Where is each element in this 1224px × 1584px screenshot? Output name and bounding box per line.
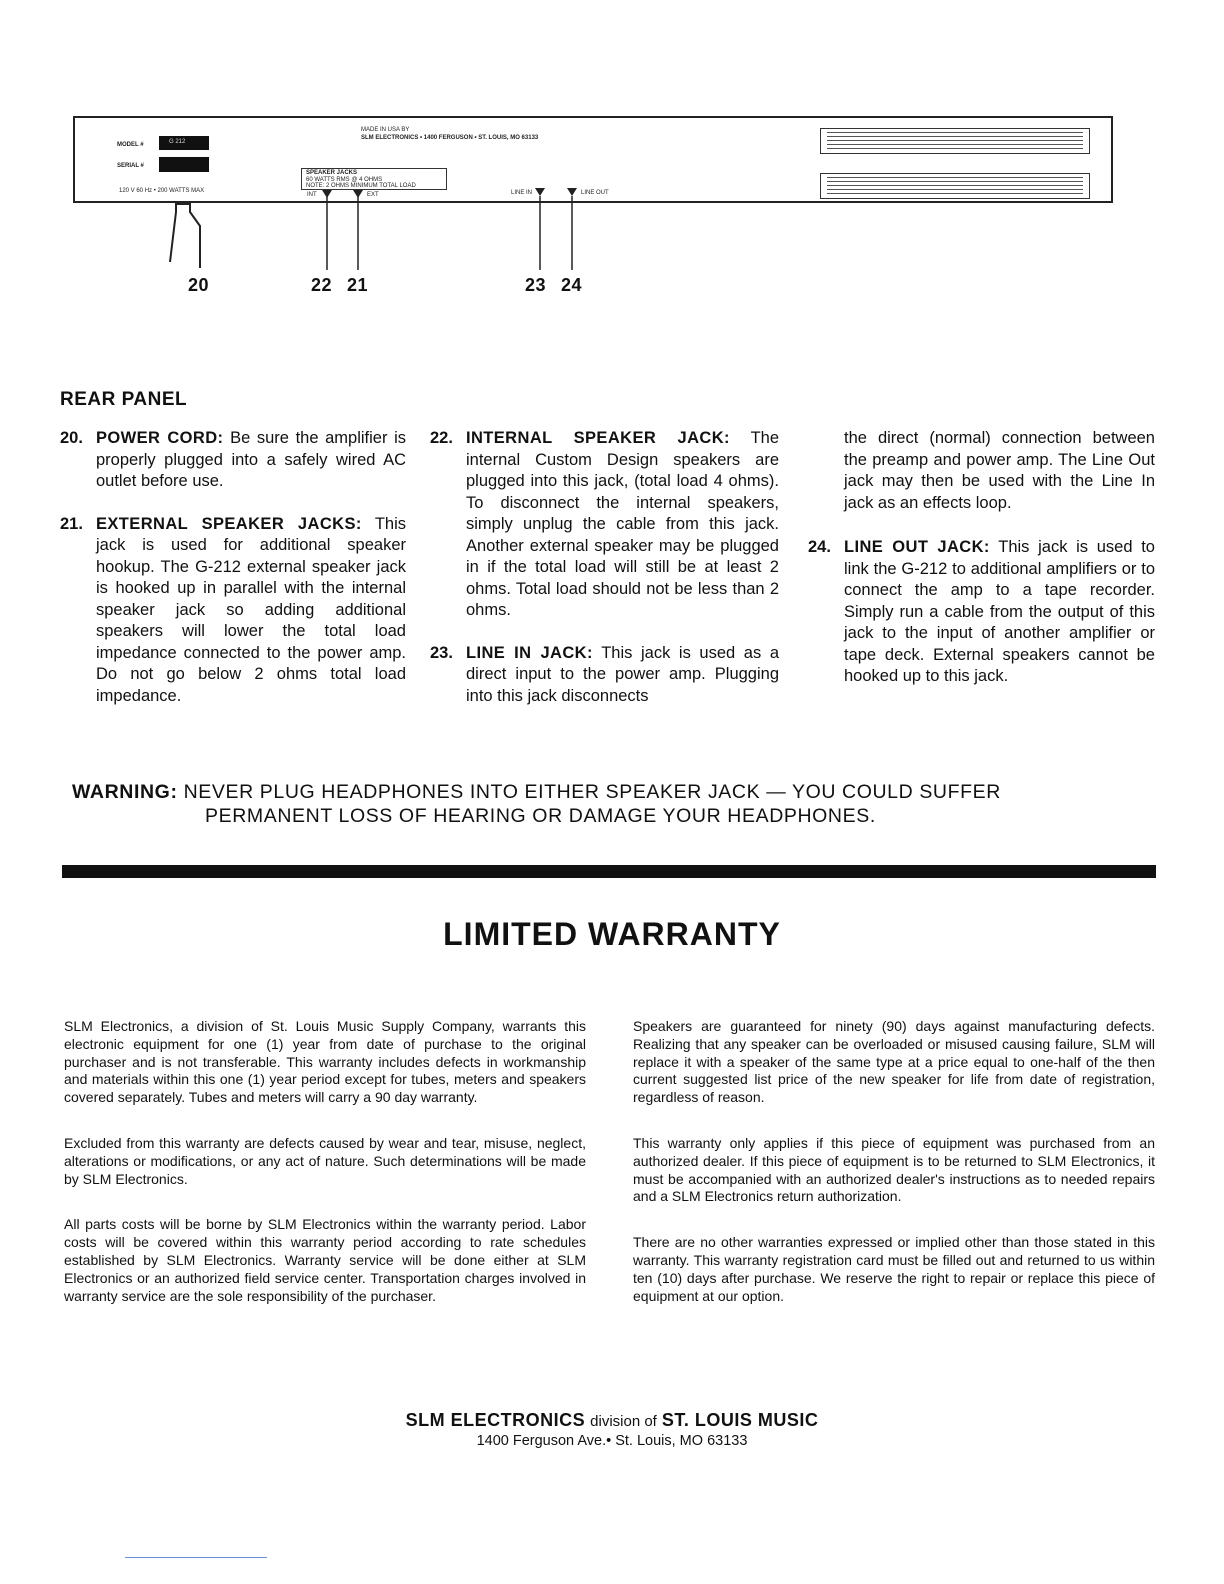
- item-21-external-speaker-jacks: [60, 514, 406, 708]
- warranty-paragraph: This warranty only applies if this piece of equipment was purchased from an authorized dealer. If this piece of equipment is to be returned to SLM Electronics, it must be accompanied with an authorized dealer's instructions as to needed repairs and a SLM Electronics return authorization.: [633, 1134, 1155, 1205]
- warranty-paragraph: SLM Electronics, a division of St. Louis Music Supply Company, warrants this electronic equipment for one (1) year from date of purchase to the original purchaser and is not transferable. This warranty includes defects in workmanship and materials within this one (1) year period except for tubes, meters and speakers covered separately. Tubes and meters will carry a 90 day warranty.: [64, 1018, 586, 1106]
- maker-line-1: MADE IN USA BY: [361, 127, 410, 133]
- item-number: 23.: [430, 643, 453, 662]
- warranty-column-left: [64, 1018, 586, 1333]
- warning-label: WARNING:: [72, 781, 178, 803]
- line-out-label: LINE OUT: [581, 190, 609, 196]
- warranty-paragraph: There are no other warranties expressed or implied other than those stated in this warranty. This warranty registration card must be filled out and returned to us within ten (10) days after purchase. We reserve the right to repair or replace this piece of equipment at our option.: [633, 1234, 1155, 1304]
- section-divider: [62, 865, 1156, 878]
- item-text: The internal Custom Design speakers are plugged into this jack, (total load 4 ohms). To disconnect the internal speakers, simply unplug the cable from this jack. Another external speaker may be plugged in if the total load will still be at least 2 ohms. Total load should not be less than 2 ohms.: [466, 429, 779, 619]
- warning-line-1: NEVER PLUG HEADPHONES INTO EITHER SPEAKER JACK — YOU COULD SUFFER: [183, 781, 1001, 803]
- warning-line-2: PERMANENT LOSS OF HEARING OR DAMAGE YOUR HEADPHONES.: [205, 805, 876, 827]
- maker-line-2: SLM ELECTRONICS • 1400 FERGUSON • ST. LOUIS, MO 63133: [361, 135, 539, 141]
- callout-22: 22: [311, 275, 333, 295]
- item-number: 24.: [808, 538, 831, 556]
- item-text: This jack is used for additional speaker hookup. The G-212 external speaker jack is hooked up in parallel with the internal speaker jack so adding additional speakers will lower the total load impedance connected to the power amp. Do not go below 2 ohms total load impedance.: [96, 514, 406, 705]
- item-title: LINE OUT JACK:: [844, 538, 990, 556]
- item-text: This jack is used as a direct input to the power amp. Plugging into this jack disconnects: [466, 643, 780, 705]
- speaker-jacks-line2: NOTE: 2 OHMS MINIMUM TOTAL LOAD: [306, 183, 416, 189]
- item-text: Be sure the amplifier is properly plugged into a safely wired AC outlet before use.: [96, 429, 406, 490]
- rear-panel-column-2: [430, 428, 779, 707]
- item-24-line-out-jack: [808, 537, 1155, 688]
- company-footer: [0, 1410, 1224, 1449]
- callout-21: 21: [347, 275, 369, 295]
- warranty-paragraph: All parts costs will be borne by SLM Electronics within the warranty period. Labor costs will be covered within this warranty period according to rate schedules established by SLM Electronics. Warranty service will be done either at SLM Electronics or an authorized field service center. Transportation charges involved in warranty service are the sole responsibility of the purchaser.: [64, 1216, 586, 1304]
- division-text: division of: [590, 1413, 657, 1430]
- item-title: LINE IN JACK:: [466, 643, 593, 662]
- item-20-power-cord: [60, 428, 406, 493]
- diagram-lead-lines: [0, 0, 1224, 300]
- headphone-warning: [72, 780, 1132, 828]
- warranty-title: LIMITED WARRANTY: [443, 916, 781, 952]
- item-22-internal-speaker-jack: [430, 428, 779, 622]
- jack-int-label: INT: [307, 192, 317, 198]
- power-rating: 120 V 60 Hz • 200 WATTS MAX: [119, 188, 205, 194]
- serial-label: SERIAL #: [117, 163, 144, 169]
- parent-company-name: ST. LOUIS MUSIC: [661, 1410, 819, 1430]
- item-23-continued: the direct (normal) connection between the preamp and power amp. The Line Out jack may then be used with the Line In jack as an effects loop.: [844, 429, 1155, 512]
- callout-24: 24: [561, 275, 583, 295]
- rear-panel-heading: REAR PANEL: [60, 389, 188, 410]
- callout-23: 23: [525, 275, 547, 295]
- item-23-line-in-jack: [430, 643, 779, 708]
- line-in-label: LINE IN: [511, 190, 533, 196]
- item-number: 21.: [60, 514, 83, 533]
- model-value: G 212: [169, 139, 186, 145]
- scan-artifact-line: [125, 1557, 267, 1558]
- rear-panel-column-3: [808, 428, 1155, 688]
- speaker-jacks-line1: 60 WATTS RMS @ 4 OHMS: [306, 177, 383, 183]
- jack-ext-label: EXT: [367, 192, 379, 198]
- item-title: POWER CORD:: [96, 429, 224, 447]
- callout-20: 20: [188, 275, 210, 295]
- item-number: 20.: [60, 429, 83, 447]
- company-name: SLM ELECTRONICS: [405, 1410, 586, 1430]
- model-label: MODEL #: [117, 142, 144, 148]
- item-title: EXTERNAL SPEAKER JACKS:: [96, 514, 362, 533]
- speaker-jacks-title: SPEAKER JACKS: [306, 170, 358, 176]
- power-cord-graphic: [170, 202, 200, 268]
- company-address: 1400 Ferguson Ave.• St. Louis, MO 63133: [476, 1433, 748, 1449]
- warranty-column-right: [633, 1018, 1155, 1333]
- item-text: This jack is used to link the G-212 to additional amplifiers or to connect the amp to a tape recorder. Simply run a cable from the output of this jack to the input of another amplifier or tape deck. External speakers cannot be hooked up to this jack.: [844, 538, 1155, 685]
- rear-panel-column-1: [60, 428, 406, 707]
- item-number: 22.: [430, 429, 453, 447]
- warranty-paragraph: Excluded from this warranty are defects caused by wear and tear, misuse, neglect, alterations or modifications, or any act of nature. Such determinations will be made by SLM Electronics.: [64, 1134, 586, 1187]
- item-title: INTERNAL SPEAKER JACK:: [466, 429, 730, 447]
- warranty-paragraph: Speakers are guaranteed for ninety (90) days against manufacturing defects. Realizing that any speaker can be overloaded or misused causing failure, SLM will replace it with a speaker of the same type at a price equal to one-half of the then current suggested list price of the new speaker for life from date of registration, regardless of reason.: [633, 1018, 1155, 1106]
